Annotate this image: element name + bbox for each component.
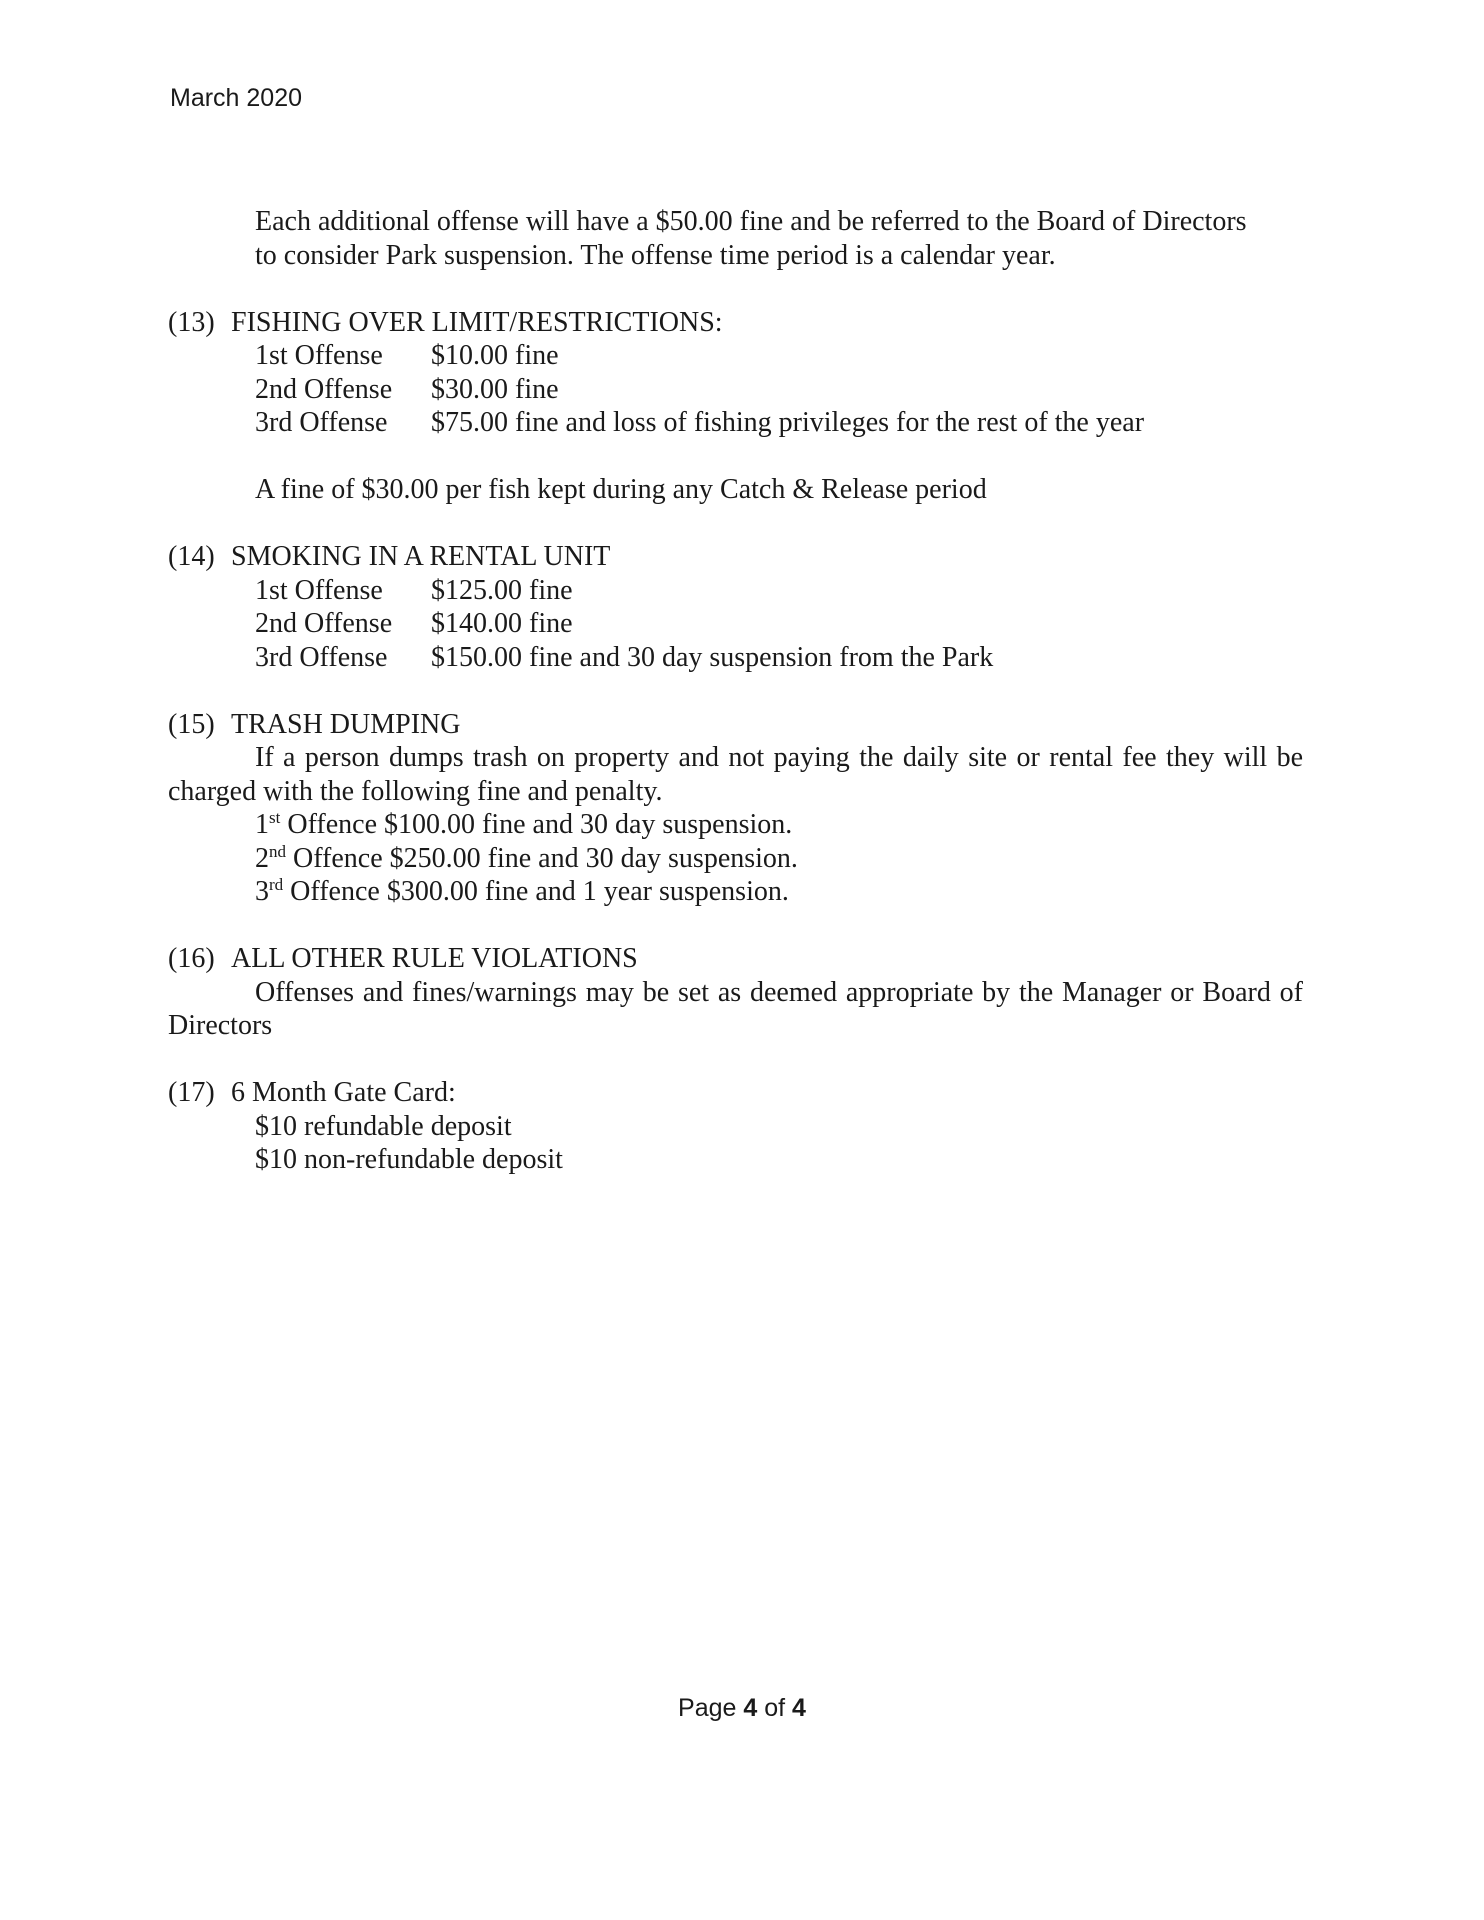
section-title: TRASH DUMPING — [231, 708, 461, 740]
other-violations-paragraph: Offenses and fines/warnings may be set as deemed appropriate by the Manager or Board of Directors — [168, 976, 1303, 1041]
catch-release-note: A fine of $30.00 per fish kept during any Catch & Release period — [255, 474, 987, 505]
section-heading — [168, 708, 1303, 742]
offense-value: $30.00 fine — [431, 373, 559, 405]
section-15 — [168, 708, 1303, 909]
page-word: Page — [678, 1694, 737, 1722]
section-17 — [168, 1076, 1303, 1177]
deposit-item: $10 non-refundable deposit — [255, 1144, 563, 1175]
section-number: (17) — [168, 1077, 215, 1108]
offense-value: $125.00 fine — [431, 574, 573, 606]
section-heading — [168, 306, 1303, 340]
section-16 — [168, 942, 1303, 1043]
offense-label: 1st Offense — [255, 574, 383, 606]
offense-row — [168, 373, 1303, 407]
penalty-text: Offence $250.00 fine and 30 day suspension. — [286, 842, 798, 874]
section-title: FISHING OVER LIMIT/RESTRICTIONS: — [231, 306, 723, 338]
penalty-item — [168, 808, 1303, 842]
intro-line: Each additional offense will have a $50.00 fine and be referred to the Board of Directors — [255, 206, 1247, 237]
offense-label: 2nd Offense — [255, 373, 393, 405]
intro-line: to consider Park suspension. The offense time period is a calendar year. — [255, 239, 1056, 271]
penalty-item — [168, 875, 1303, 909]
penalty-text: Offence $100.00 fine and 30 day suspension. — [280, 809, 793, 840]
section-number: (14) — [168, 541, 215, 572]
ordinal-suffix: nd — [269, 841, 286, 861]
section-title: SMOKING IN A RENTAL UNIT — [231, 541, 611, 572]
offense-row — [168, 406, 1303, 440]
ordinal-number: 2 — [255, 842, 269, 874]
page-total: 4 — [792, 1694, 806, 1722]
deposit-item: $10 refundable deposit — [255, 1110, 512, 1142]
section-title: ALL OTHER RULE VIOLATIONS — [231, 943, 638, 974]
section-number: (16) — [168, 943, 215, 974]
offense-row — [168, 607, 1303, 641]
page-number: 4 — [743, 1694, 758, 1722]
penalty-text: Offence $300.00 fine and 1 year suspension. — [283, 876, 789, 907]
section-title: 6 Month Gate Card: — [231, 1077, 456, 1108]
section-heading — [168, 540, 1303, 574]
penalty-item — [168, 842, 1303, 876]
document-body — [168, 205, 1303, 1177]
offense-value: $140.00 fine — [431, 608, 573, 639]
section-heading — [168, 942, 1303, 976]
offense-row — [168, 641, 1303, 675]
offense-value: $10.00 fine — [431, 340, 559, 371]
section-13 — [168, 306, 1303, 507]
intro-paragraph — [168, 205, 1303, 272]
offense-row — [168, 339, 1303, 373]
trash-dumping-paragraph: If a person dumps trash on property and not paying the daily site or rental fee they will be charged with the following fine and penalty. — [168, 742, 1303, 807]
of-word: of — [764, 1694, 786, 1722]
section-heading — [168, 1076, 1303, 1110]
header-date: March 2020 — [170, 84, 303, 112]
offense-row — [168, 574, 1303, 608]
offense-label: 3rd Offense — [255, 641, 388, 673]
offense-label: 3rd Offense — [255, 407, 388, 438]
page-footer — [0, 1694, 1484, 1723]
section-number: (15) — [168, 708, 215, 740]
offense-value: $150.00 fine and 30 day suspension from the Park — [431, 641, 994, 673]
ordinal-number: 1 — [255, 809, 269, 840]
ordinal-number: 3 — [255, 876, 269, 907]
ordinal-suffix: rd — [269, 875, 284, 894]
offense-label: 1st Offense — [255, 340, 383, 371]
offense-value: $75.00 fine and loss of fishing privileges for the rest of the year — [431, 407, 1145, 438]
ordinal-suffix: st — [269, 808, 281, 827]
section-number: (13) — [168, 306, 215, 338]
offense-label: 2nd Offense — [255, 608, 393, 639]
section-14 — [168, 540, 1303, 674]
